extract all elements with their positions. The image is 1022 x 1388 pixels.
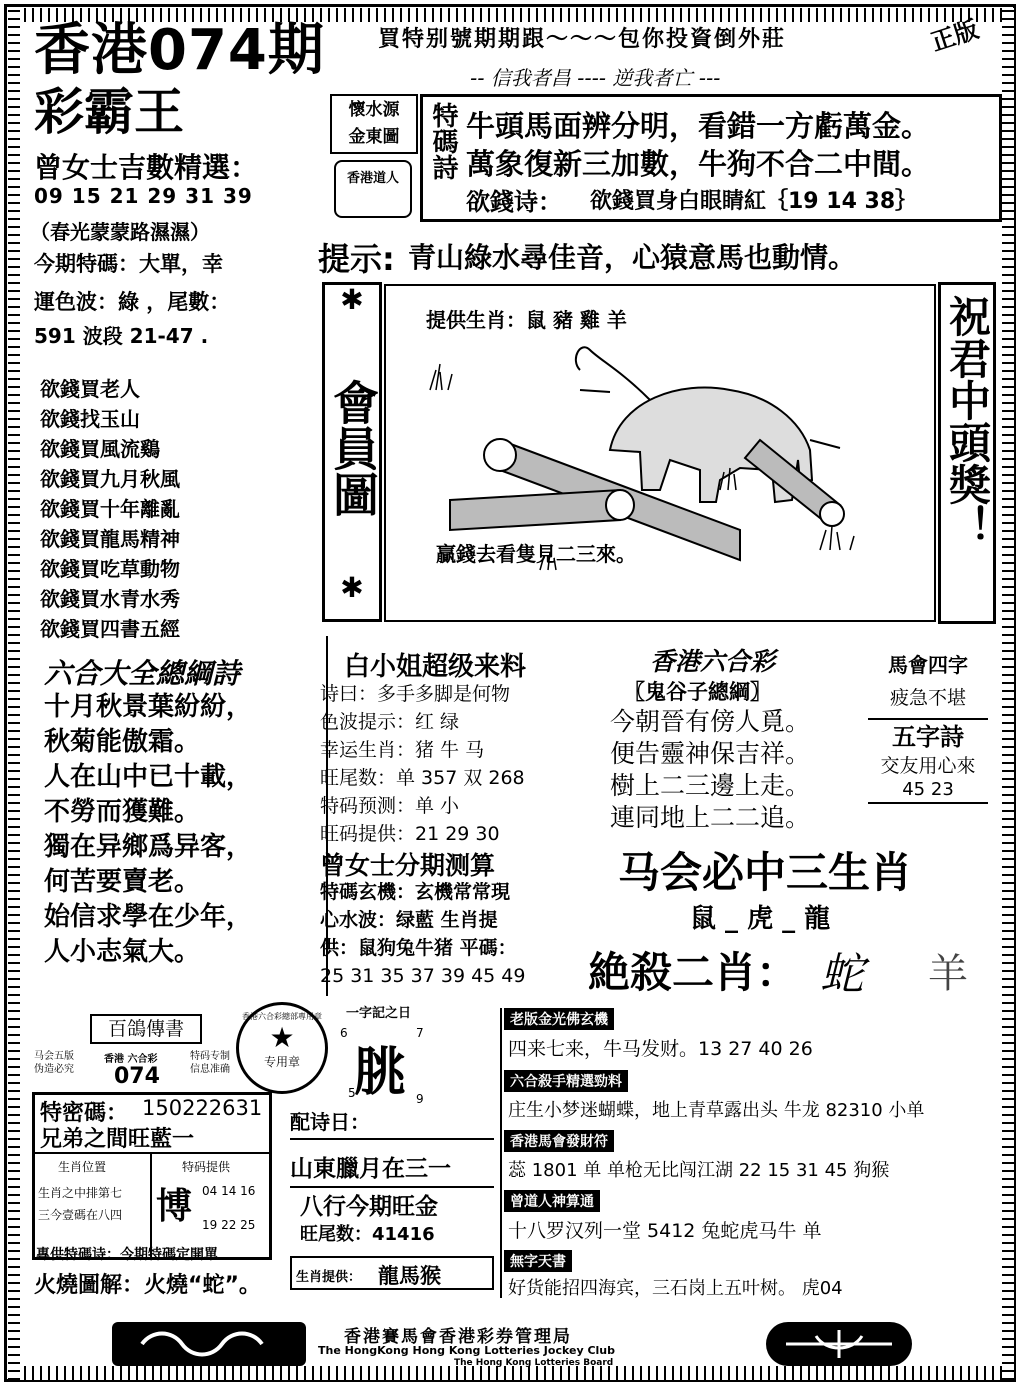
official-seal (236, 1002, 328, 1094)
tag-right (190, 1050, 230, 1076)
star-icon: ★ (269, 1021, 295, 1054)
guigu-line: 便告靈神保吉祥。 (610, 739, 811, 768)
hint-text: 青山綠水尋佳音，心猿意馬也動情。 (408, 241, 857, 274)
member-chart-title: 會員圖 (326, 379, 380, 517)
bai-line: 幸运生肖：猪 牛 马 (320, 739, 485, 761)
divider (500, 1008, 502, 1298)
tag-right-2: 信息准确 (190, 1064, 230, 1075)
num-5: 5 (348, 1086, 356, 1100)
picture-caption: 贏錢去看隻見二三來。 (436, 542, 636, 566)
riddle-item: 欲錢買龍馬精神 (40, 527, 180, 551)
section-text-5: 好货能招四海宾，三石岗上五叶树。 虎04 (508, 1278, 843, 1299)
secret-code: 150222631 (142, 1096, 263, 1120)
header-banner: 買特别號期期跟～～～包你投資倒外莊 (378, 27, 787, 52)
riddle-list (40, 374, 180, 644)
mahui-box (868, 652, 988, 804)
zeng-period-title: 曾女士分期测算 (320, 851, 496, 880)
congrats-banner (938, 282, 996, 624)
section-title-5: 無字天書 (504, 1250, 572, 1272)
bottom-tick-border (8, 1366, 1014, 1380)
liuhe-line: 人小志氣大。 (44, 937, 201, 967)
one-word: 朓 (354, 1042, 407, 1103)
riddle-item: 欲錢買水青水秀 (40, 587, 180, 611)
section-text-3: 蕊 1801 单 单枪无比闯江湖 22 15 31 45 狗猴 (508, 1160, 890, 1181)
kill-two-label: 絶殺二肖： (588, 948, 799, 997)
pei-line: 山東臘月在三一 (290, 1155, 451, 1182)
riddle-item: 欲錢找玉山 (40, 407, 140, 431)
riddle-item: 欲錢買老人 (40, 377, 140, 401)
mahui-title: 馬會四字 (888, 653, 968, 677)
seal-ring-text: 香港六合彩總部專用章 (242, 1012, 322, 1021)
guigu-line: 樹上二三邊上走。 (610, 771, 811, 800)
logo-top: 懷水源 (348, 100, 400, 120)
picture-zodiac: 提供生肖：鼠 豬 雞 羊 (426, 308, 627, 332)
subtitle: 彩霸王 (34, 83, 184, 141)
liuhe-line: 獨在异鄉爲异客， (44, 832, 253, 862)
bai-tail-line: 供：鼠狗兔牛猪 平碼： (320, 937, 517, 959)
special-poem-line: 專供特碼诗：今期特碼定開單 (36, 1247, 218, 1263)
bai-line: 色波提示：红 绿 (320, 711, 460, 733)
section-text-1: 四来七来，牛马发财。13 27 40 26 (508, 1038, 813, 1060)
section-title-4: 曾道人神算通 (504, 1190, 600, 1212)
guigu-line: 連同地上二二追。 (610, 803, 811, 832)
mahui-four: 疲急不堪 (868, 678, 988, 720)
poem-side-label: 特碼詩 (428, 102, 458, 180)
footer-en-2: The Hong Kong Lotteries Board (454, 1358, 614, 1368)
tail-number: 旺尾数：41416 (300, 1224, 435, 1245)
riddle-item: 欲錢買四書五經 (40, 617, 180, 641)
tm-line-1: 04 14 16 (202, 1184, 256, 1198)
tag-mid: 香港 六合彩 (104, 1054, 158, 1065)
bai-line: 旺尾数：单 357 双 268 (320, 767, 525, 789)
bai-line: 特码预测：单 小 (320, 795, 460, 817)
tm-line-2: 19 22 25 (202, 1218, 256, 1232)
logo-mid: 金東圖 (348, 127, 400, 147)
guigu-sub: 〖鬼谷子總綱〗 (624, 680, 771, 704)
bai-tail-line: 25 31 35 37 39 45 49 (320, 965, 526, 987)
secret-label: 特密碼： (40, 1101, 129, 1126)
tag-left (34, 1050, 74, 1076)
liuhe-title: 六合大全總綱詩 (44, 657, 241, 690)
tag-right-1: 特码专制 (190, 1051, 230, 1062)
kill-snake: 蛇 (820, 949, 864, 1000)
header-slogan: -- 信我者昌 ---- 逆我者亡 --- (470, 66, 721, 90)
three-zodiac-banner: 马会必中三生肖 (618, 848, 913, 897)
riddle-item: 欲錢買十年離亂 (40, 497, 180, 521)
liuhe-line: 十月秋景葉紛紛， (44, 692, 253, 722)
star-icon: ✱ (340, 571, 364, 604)
pigeon-logo: 百鴿傳書 (90, 1014, 202, 1044)
divider (290, 1138, 494, 1140)
num-6: 6 (340, 1026, 348, 1040)
zodiac-label: 生肖提供： (296, 1270, 362, 1285)
color-wave: 運色波：綠 ，尾數： (34, 290, 231, 314)
mahui-five-title: 五字詩 (892, 723, 964, 751)
pei-label: 配诗日： (290, 1110, 370, 1134)
brothers-line: 兄弟之間旺藍一 (40, 1127, 195, 1152)
tag-left-2: 伪造必究 (34, 1064, 74, 1075)
taoist-logo: 香港道人 (334, 160, 412, 218)
section-title-3: 香港馬會發財符 (504, 1130, 614, 1152)
one-word-title: 一字記之日 (346, 1006, 412, 1021)
mahui-nums: 45 23 (868, 778, 988, 804)
poem-line-2: 萬象復新三加數，牛狗不合二中間。 (466, 147, 931, 181)
poem-line-3-prefix: 欲錢诗： (466, 188, 562, 216)
bai-tail-line: 特碼玄機：玄機常常現 (320, 881, 511, 903)
star-icon: ✱ (340, 283, 364, 316)
tag-left-1: 马会五版 (34, 1051, 74, 1062)
footer-en-1: The HongKong Hong Kong Lotteries Jockey Club (318, 1344, 616, 1357)
seal-label: 专用章 (263, 1055, 300, 1069)
edition-badge: 正版 (927, 15, 982, 57)
section-text-4: 十八罗汉列一堂 5412 兔蛇虎马牛 单 (508, 1220, 822, 1242)
guigu-title: 香港六合彩 (650, 647, 776, 676)
bai-tail-line: 心水波：绿藍 生肖提 (320, 909, 498, 931)
bo-character: 博 (156, 1186, 193, 1227)
poem-line-1: 牛頭馬面辨分明，看錯一方虧萬金。 (466, 109, 931, 143)
bai-tail-lines (320, 878, 525, 990)
guigu-line: 今朝晉有傍人覓。 (610, 707, 811, 736)
member-chart-label (322, 282, 382, 622)
num-9: 9 (416, 1092, 424, 1106)
congrats-text: 祝君中頭獎！ (943, 295, 992, 547)
tm-title: 特码提供 (182, 1160, 231, 1174)
mahui-five: 交友用心來 (880, 755, 976, 777)
right-tick-border (1002, 8, 1014, 1380)
lucky-note: （春光蒙蒙路濕濕） (30, 220, 210, 244)
riddle-item: 欲錢買風流鷄 (40, 437, 160, 461)
lotteries-logo-right (766, 1322, 912, 1366)
guigu-lines (610, 706, 810, 834)
swirl-icon (112, 1322, 306, 1366)
eight-line: 八行今期旺金 (300, 1193, 438, 1220)
zeng-heading: 曾女士吉數精選： (34, 151, 259, 184)
liuhe-line: 秋菊能傲霜。 (44, 727, 201, 757)
liuhe-line: 人在山中已十載， (44, 762, 253, 792)
kill-goat: 羊 (928, 951, 968, 997)
zodiac-value: 龍馬猴 (378, 1263, 441, 1288)
footer-cn: 香港賽馬會香港彩券管理局 (344, 1327, 572, 1347)
poem-line-3: 欲錢買身白眼睛紅｛19 14 38｝ (590, 189, 918, 214)
emblem-icon (766, 1322, 912, 1366)
liuhe-line: 不勞而獲難。 (44, 797, 201, 827)
divider (32, 1152, 272, 1154)
left-tick-border (8, 8, 20, 1380)
lucky-numbers: 09 15 21 29 31 39 (34, 184, 253, 208)
issue-number: 074 (114, 1064, 160, 1089)
section-title-2: 六合殺手精選勁料 (504, 1070, 628, 1092)
page-title: 香港074期 (34, 18, 325, 83)
liuhe-line: 始信求學在少年， (44, 902, 253, 932)
pos-line-1: 生肖之中排第七 (38, 1186, 123, 1200)
wave-band: 591 波段 21-47 . (34, 324, 209, 348)
bai-line: 诗曰：多手多脚是何物 (320, 683, 511, 705)
pos-line-2: 三今壹碼在八四 (38, 1208, 123, 1222)
num-7: 7 (416, 1026, 424, 1040)
special-code: 今期特碼：大單，幸 (34, 252, 223, 276)
riddle-item: 欲錢買吃草動物 (40, 557, 180, 581)
jockey-logo-left (112, 1322, 306, 1366)
bai-title: 白小姐超级来料 (344, 652, 527, 682)
three-zodiac: 鼠 _ 虎 _ 龍 (690, 904, 831, 934)
liuhe-line: 何苦要賣老。 (44, 867, 201, 897)
bai-lines (320, 680, 525, 848)
bai-line: 旺码提供：21 29 30 (320, 823, 500, 845)
section-text-2: 庄生小梦迷蝴蝶，地上青草露出头 牛龙 82310 小单 (508, 1100, 925, 1121)
fire-hint: 火燒圖解：火燒“蛇”。 (34, 1273, 261, 1298)
pos-title: 生肖位置 (58, 1160, 107, 1174)
section-title-1: 老版金光佛玄機 (504, 1008, 614, 1030)
riddle-item: 欲錢買九月秋風 (40, 467, 180, 491)
liuhe-lines (44, 690, 252, 970)
hint-label: 提示: (318, 240, 395, 278)
logo-box (330, 94, 418, 154)
